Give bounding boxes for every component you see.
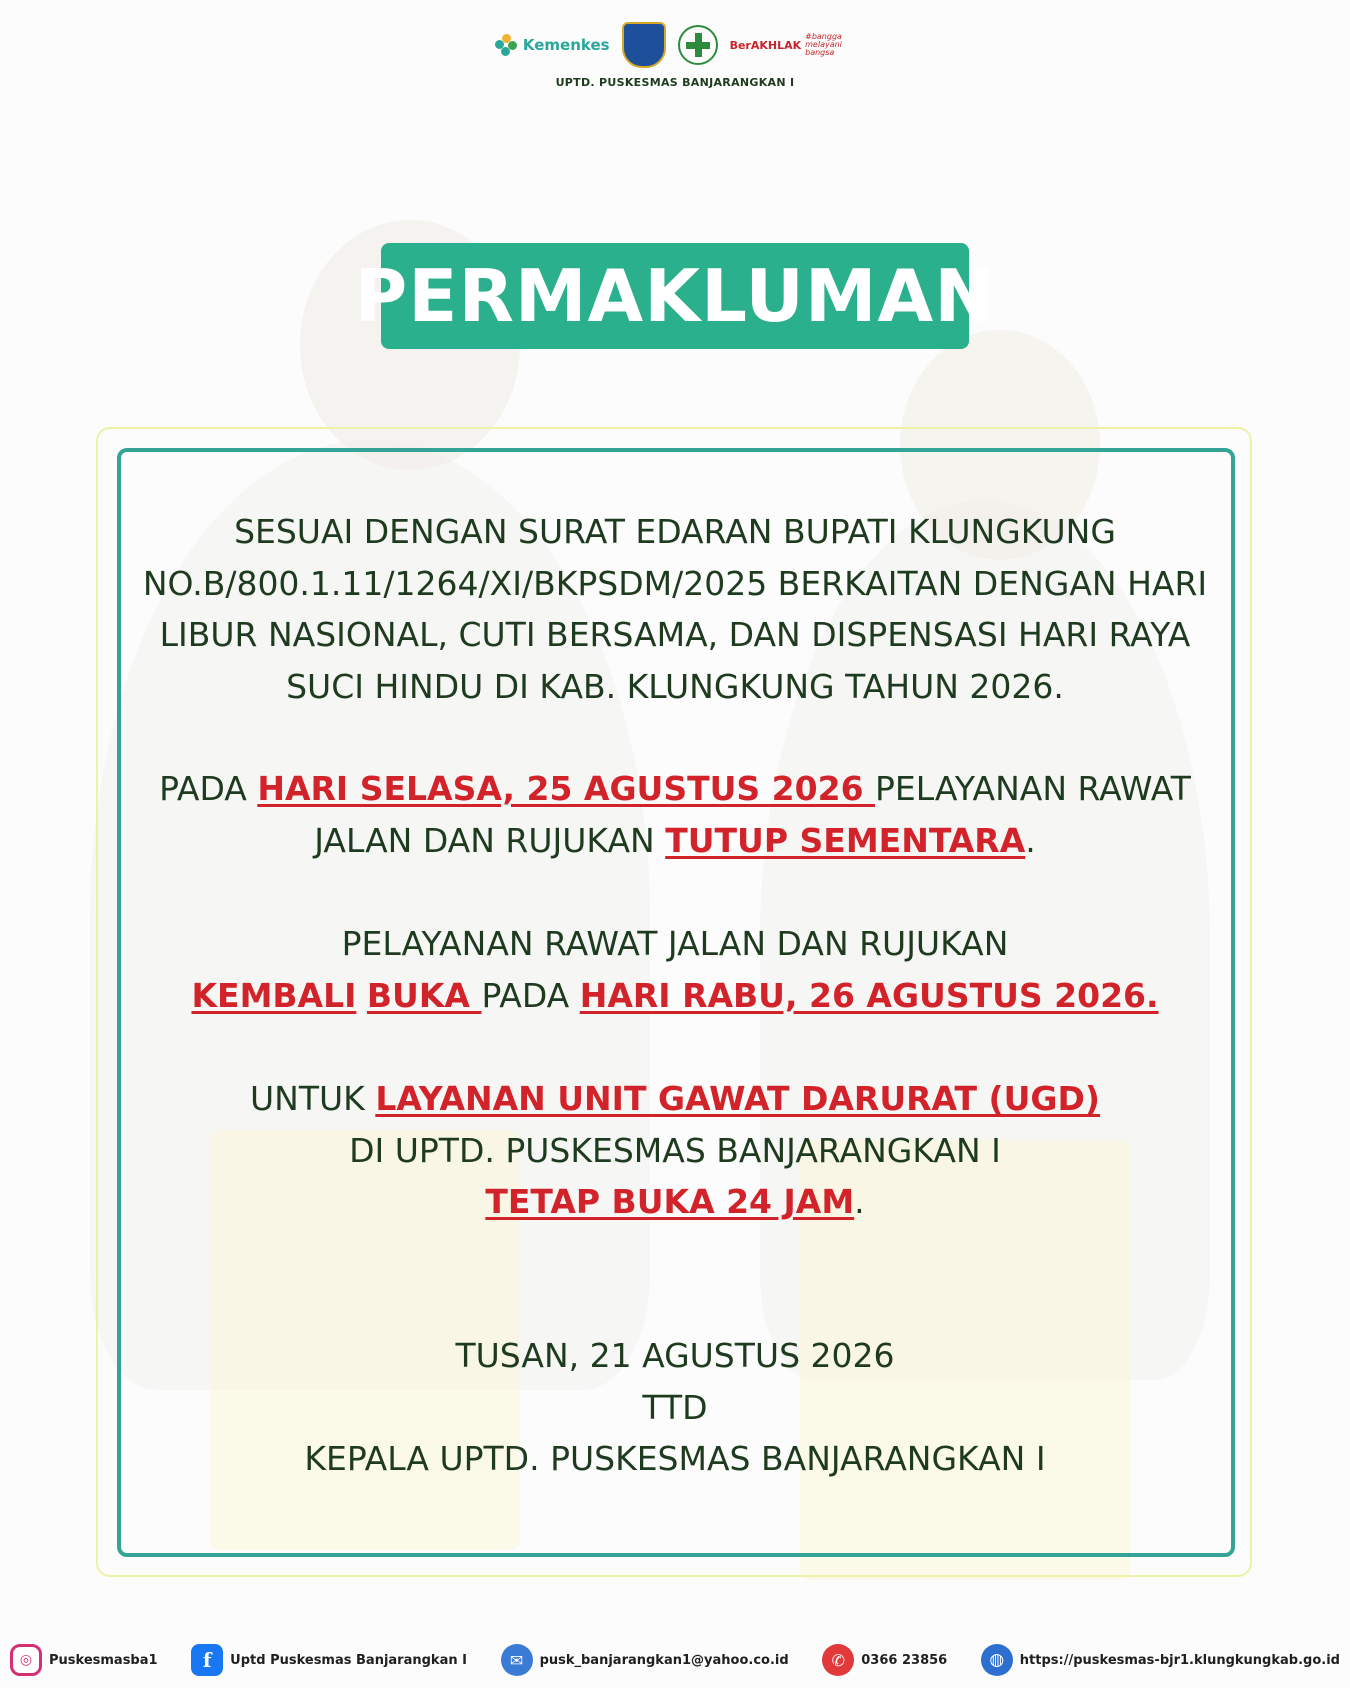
title-banner bbox=[354, 243, 996, 349]
header bbox=[0, 20, 1350, 89]
facebook-page: Uptd Puskesmas Banjarangkan I bbox=[230, 1652, 467, 1668]
signature-ttd: TTD bbox=[642, 1387, 708, 1427]
footer-facebook[interactable] bbox=[191, 1644, 467, 1676]
footer-phone[interactable] bbox=[822, 1644, 947, 1676]
reopen-date-highlight: HARI RABU, 26 AGUSTUS 2026. bbox=[579, 975, 1159, 1015]
facebook-icon: f bbox=[191, 1644, 223, 1676]
header-subtitle: UPTD. PUSKESMAS BANJARANGKAN I bbox=[555, 76, 795, 89]
email-address: pusk_banjarangkan1@yahoo.co.id bbox=[539, 1652, 789, 1668]
emergency-prefix: UNTUK bbox=[250, 1079, 376, 1118]
reopen-date-line bbox=[120, 970, 1230, 1022]
website-url: https://puskesmas-bjr1.klungkungkab.go.id bbox=[1019, 1652, 1340, 1668]
reopen-notice bbox=[120, 918, 1230, 1021]
footer-website[interactable] bbox=[981, 1644, 1340, 1676]
footer-contacts bbox=[0, 1640, 1350, 1680]
signature-title: KEPALA UPTD. PUSKESMAS BANJARANGKAN I bbox=[304, 1439, 1046, 1478]
reopen-buka-highlight: BUKA bbox=[366, 975, 482, 1015]
emergency-period: . bbox=[854, 1182, 865, 1221]
closure-notice bbox=[120, 763, 1230, 866]
reopen-pada-text: PADA bbox=[481, 975, 580, 1015]
footer-instagram[interactable] bbox=[10, 1644, 158, 1676]
mail-icon: ✉ bbox=[501, 1644, 533, 1676]
globe-icon: ◍ bbox=[981, 1644, 1013, 1676]
closure-status-highlight: TUTUP SEMENTARA bbox=[665, 820, 1026, 860]
berakhlak-logo bbox=[730, 33, 856, 57]
emergency-service-highlight: LAYANAN UNIT GAWAT DARURAT (UGD) bbox=[375, 1079, 1100, 1118]
closure-date-highlight: HARI SELASA, 25 AGUSTUS 2026 bbox=[257, 769, 876, 808]
emergency-notice bbox=[120, 1073, 1230, 1228]
signature-date: TUSAN, 21 AGUSTUS 2026 bbox=[455, 1336, 895, 1375]
closure-service-text: PELAYANAN RAWAT JALAN DAN RUJUKAN bbox=[314, 769, 1191, 860]
emergency-hours-highlight: TETAP BUKA 24 JAM bbox=[485, 1182, 855, 1221]
reopen-kembali-highlight: KEMBALI bbox=[191, 975, 357, 1015]
phone-number: 0366 23856 bbox=[861, 1652, 948, 1668]
bangga-melayani-tagline: #bangga melayani bangsa bbox=[805, 32, 842, 57]
phone-icon: ✆ bbox=[822, 1644, 854, 1676]
kemenkes-mark-icon bbox=[495, 34, 517, 56]
kemenkes-logo-text: Kemenkes bbox=[522, 36, 610, 54]
page-title: PERMAKLUMAN bbox=[354, 254, 996, 338]
reopen-service-line: PELAYANAN RAWAT JALAN DAN RUJUKAN bbox=[341, 924, 1009, 963]
signature-block bbox=[120, 1330, 1230, 1485]
instagram-handle: Puskesmasba1 bbox=[49, 1652, 158, 1668]
kemenkes-logo bbox=[495, 34, 610, 56]
emergency-location: DI UPTD. PUSKESMAS BANJARANGKAN I bbox=[349, 1130, 1001, 1170]
klungkung-crest-logo bbox=[622, 22, 666, 68]
berakhlak-logo-text: BerAKHLAK bbox=[729, 38, 802, 52]
emergency-line-3 bbox=[120, 1176, 1230, 1228]
puskesmas-cross-logo bbox=[678, 25, 718, 65]
logo-row bbox=[0, 20, 1350, 70]
instagram-icon: ◎ bbox=[10, 1644, 42, 1676]
closure-prefix: PADA bbox=[159, 769, 258, 808]
closure-period: . bbox=[1025, 820, 1036, 860]
announcement-intro: SESUAI DENGAN SURAT EDARAN BUPATI KLUNGKUNG NO.B/800.1.11/1264/XI/BKPSDM/2025 BERKAITAN DENGAN HARI LIBUR NASIONAL, CUTI BERSAMA, DAN DISPENSASI HARI RAYA SUCI HINDU DI KAB. KLUNGKUNG TAHUN 2026. bbox=[142, 512, 1208, 706]
reopen-space bbox=[356, 976, 367, 1015]
footer-email[interactable] bbox=[501, 1644, 789, 1676]
emergency-line-1 bbox=[120, 1073, 1230, 1125]
